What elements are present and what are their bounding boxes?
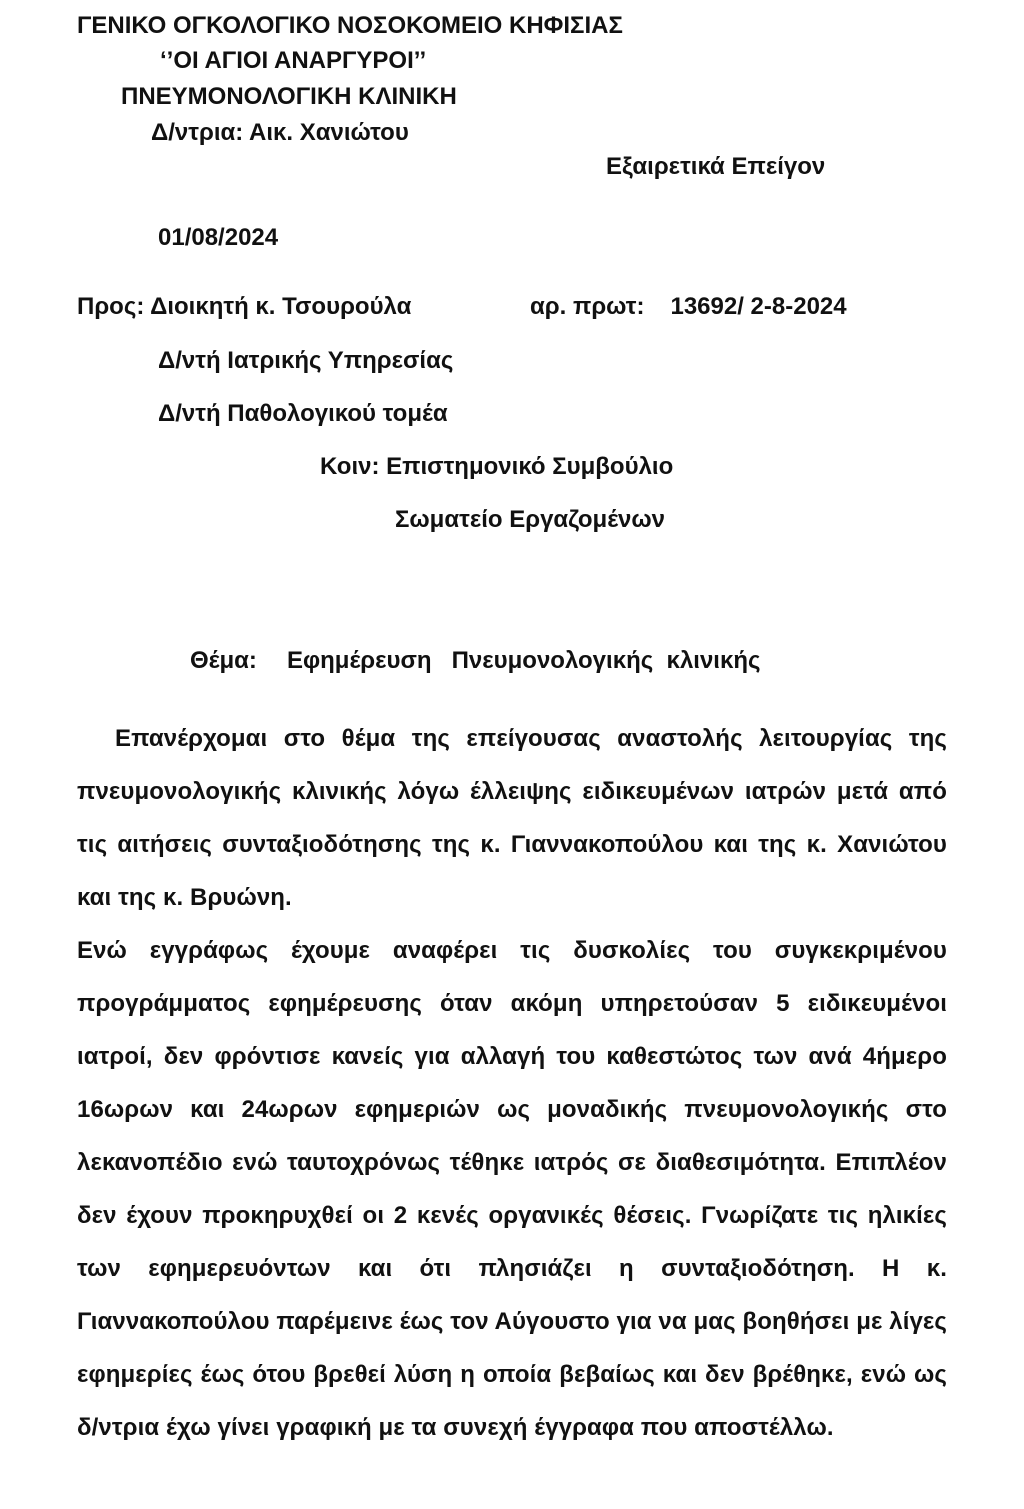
recipient-pathology-director: Δ/ντή Παθολογικού τομέα	[158, 400, 448, 427]
hospital-title: ΓΕΝΙΚΟ ΟΓΚΟΛΟΓΙΚΟ ΝΟΣΟΚΟΜΕΙΟ ΚΗΦΙΣΙΑΣ	[77, 12, 623, 39]
subject-line	[190, 647, 761, 675]
letter-body	[77, 712, 947, 1454]
body-paragraph-1: Επανέρχομαι στο θέμα της επείγουσας αναστολής λειτουργίας της πνευμονολογικής κλινικής λόγω έλλειψης ειδικευμένων ιατρών μετά από τις αιτήσεις συνταξιοδότησης της κ. Γιαννακοπούλου και της κ. Χανιώτου και της κ. Βρυώνη.	[77, 725, 947, 911]
cc-scientific-council: Κοιν: Επιστημονικό Συμβούλιο	[320, 453, 674, 480]
document-date: 01/08/2024	[158, 224, 279, 251]
subject-part2: Πνευμονολογικής κλινικής	[451, 647, 761, 674]
hospital-name: ‘’ΟΙ ΑΓΙΟΙ ΑΝΑΡΓΥΡΟΙ’’	[160, 47, 427, 74]
protocol-number-block	[530, 293, 847, 321]
subject-part1: Εφημέρευση	[286, 647, 432, 674]
body-paragraph-2: Ενώ εγγράφως έχουμε αναφέρει τις δυσκολίες του συγκεκριμένου προγράμματος εφημέρευσης όταν ακόμη υπηρετούσαν 5 ειδικευμένοι ιατροί, δεν φρόντισε κανείς για αλλαγή του καθεστώτος των ανά 4ήμερο 16ωρων και 24ωρων εφημεριών ως μοναδικής πνευμονολογικής στο λεκανοπέδιο ενώ ταυτοχρόνως τέθηκε ιατρός σε διαθεσιμότητα. Επιπλέον δεν έχουν προκηρυχθεί οι 2 κενές οργανικές θέσεις. Γνωρίζατε τις ηλικίες των εφημερευόντων και ότι πλησιάζει η συνταξιοδότηση. Η κ. Γιαννακοπούλου παρέμεινε έως τον Αύγουστο για να μας βοηθήσει με λίγες εφημερίες έως ότου βρεθεί λύση η οποία βεβαίως και δεν βρέθηκε, ενώ ως δ/ντρια έχω γίνει γραφική με τα συνεχή έγγραφα που αποστέλλω.	[77, 937, 947, 1441]
recipient-primary: Προς: Διοικητή κ. Τσουρούλα	[77, 293, 412, 320]
cc-employees-union: Σωματείο Εργαζομένων	[395, 506, 666, 533]
recipient-medical-director: Δ/ντή Ιατρικής Υπηρεσίας	[158, 347, 454, 374]
subject-label: Θέμα:	[190, 647, 257, 674]
director-name: Δ/ντρια: Αικ. Χανιώτου	[151, 119, 409, 146]
protocol-label: αρ. πρωτ:	[530, 293, 645, 320]
urgency-label: Εξαιρετικά Επείγον	[606, 153, 826, 180]
clinic-name: ΠΝΕΥΜΟΝΟΛΟΓΙΚΗ ΚΛΙΝΙΚΗ	[121, 83, 457, 110]
protocol-number: 13692/ 2-8-2024	[670, 293, 847, 320]
